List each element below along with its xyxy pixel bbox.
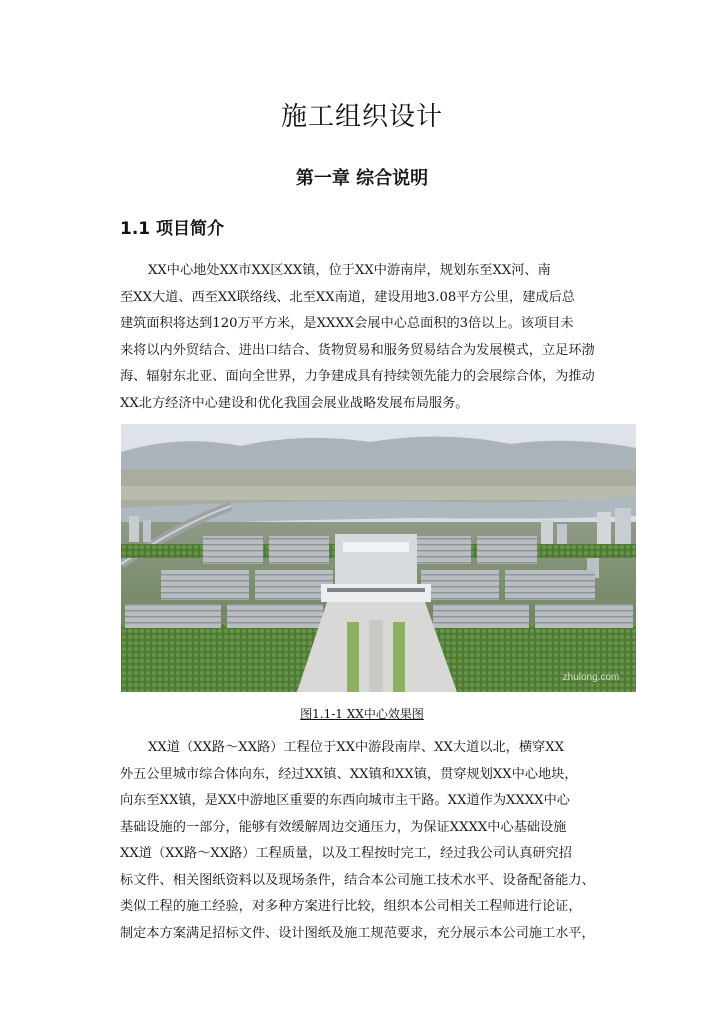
paragraph-line: 类似工程的施工经验，对多种方案进行比较，组织本公司相关工程师进行论证， [120, 899, 582, 914]
aerial-rendering-image [121, 424, 636, 692]
paragraph-line: 来将以内外贸结合、进出口结合、货物贸易和服务贸易结合为发展模式，立足环渤 [120, 342, 595, 358]
paragraph-line: XX道（XX路～XX路）工程质量，以及工程按时完工，经过我公司认真研究招 [120, 846, 572, 861]
paragraph-line: 外五公里城市综合体向东，经过XX镇、XX镇和XX镇，贯穿规划XX中心地块， [120, 766, 578, 782]
paragraph-line: 制定本方案满足招标文件、设计图纸及施工规范要求，充分展示本公司施工水平， [120, 925, 595, 941]
paragraph-line: 建筑面积将达到120万平方米，是XXXX会展中心总面积的3倍以上。该项目未 [120, 316, 574, 331]
chapter-heading: 第一章 综合说明 [295, 168, 429, 189]
document-title: 施工组织设计 [280, 102, 443, 132]
paragraph-line: 向东至XX镇，是XX中游地区重要的东西向城市主干路。XX道作为XXXX中心 [120, 793, 570, 808]
paragraph-line: 至XX大道、西至XX联络线、北至XX南道，建设用地3.08平方公里，建成后总 [120, 289, 575, 305]
paragraph-line: 海、辐射东北亚、面向全世界，力争建成具有持续领先能力的会展综合体，为推动 [120, 369, 595, 384]
watermark-text: zhulong.com [562, 672, 620, 683]
paragraph-line: XX道（XX路～XX路）工程位于XX中游段南岸、XX大道以北，横穿XX [148, 740, 564, 755]
figure-caption-text: 图1.1-1 XX中心效果图 [300, 707, 424, 721]
rendering-figure [121, 424, 636, 692]
paragraph-line: XX北方经济中心建设和优化我国会展业战略发展布局服务。 [120, 395, 469, 411]
project-paragraph [120, 735, 640, 947]
paragraph-line: 基础设施的一部分，能够有效缓解周边交通压力，为保证XXXX中心基础设施 [120, 819, 567, 835]
section-heading: 1.1 项目简介 [120, 219, 225, 239]
figure-caption [0, 705, 724, 722]
intro-paragraph [120, 258, 640, 417]
paragraph-line: 标文件、相关图纸资料以及现场条件，结合本公司施工技术水平、设备配备能力、 [120, 872, 595, 888]
paragraph-line: XX中心地处XX市XX区XX镇，位于XX中游南岸，规划东至XX河、南 [148, 263, 551, 278]
